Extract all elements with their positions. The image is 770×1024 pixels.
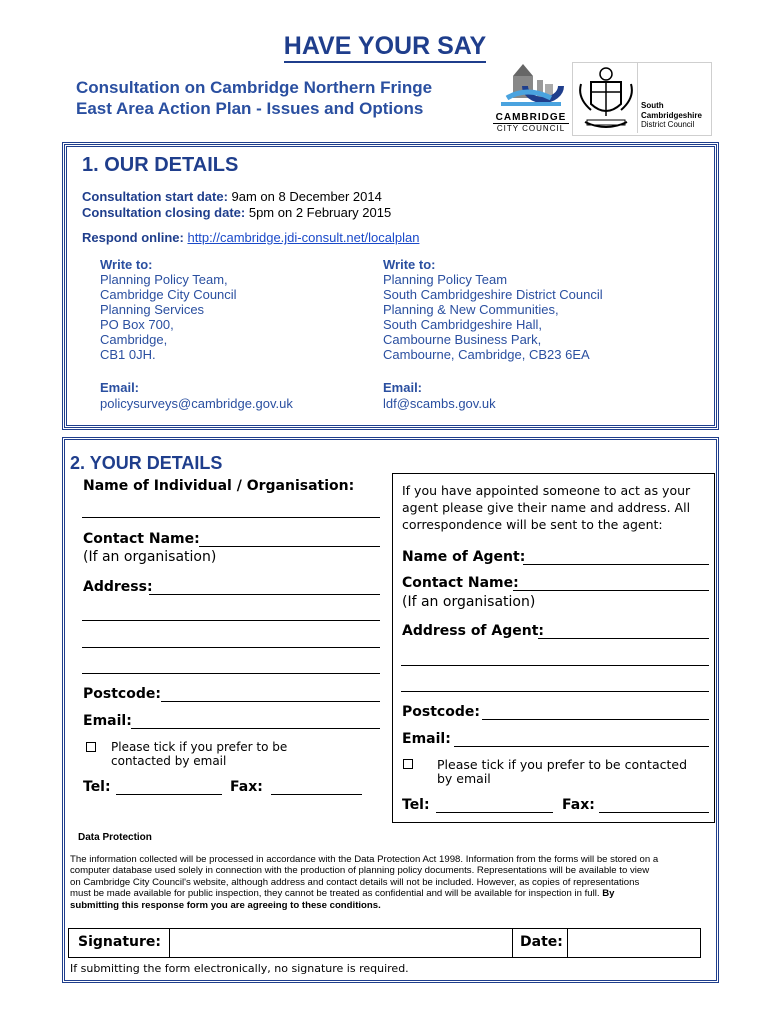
consultation-dates [82, 189, 391, 221]
closing-date-label: Consultation closing date: [82, 205, 246, 220]
agent-fax-label: Fax: [562, 797, 595, 813]
respond-online-label: Respond online: [82, 230, 184, 245]
agent-tel-label: Tel: [402, 797, 430, 813]
contact-name-hint: (If an organisation) [83, 549, 217, 565]
agent-address-label: Address of Agent: [402, 623, 545, 639]
agent-contact-hint: (If an organisation) [402, 594, 536, 610]
address-line: Planning Policy Team, [100, 272, 228, 287]
postcode-field[interactable] [161, 701, 380, 702]
address-line: Planning Services [100, 302, 205, 317]
fax-field[interactable] [271, 794, 362, 795]
your-details-heading: 2. YOUR DETAILS [70, 453, 223, 473]
tel-field[interactable] [116, 794, 222, 795]
email-label: Email: [383, 380, 423, 395]
fax-label: Fax: [230, 779, 263, 795]
south-cambs-email [383, 380, 496, 411]
respond-online [82, 230, 419, 245]
city-skyline-icon [493, 62, 569, 114]
contact-by-email-text: Please tick if you prefer to be contacted by email [111, 740, 288, 768]
signature-label: Signature: [78, 934, 161, 950]
south-cambs-address [383, 257, 603, 362]
tel-label: Tel: [83, 779, 111, 795]
date-field[interactable] [568, 929, 700, 957]
subtitle-line-1: Consultation on Cambridge Northern Fringe [76, 78, 433, 97]
agent-address-line-1[interactable] [538, 638, 709, 639]
agent-contact-by-email-text: Please tick if you prefer to be contacted by email [437, 757, 687, 786]
agent-contact-label: Contact Name: [402, 575, 519, 591]
individual-name-label: Name of Individual / Organisation: [83, 478, 355, 494]
start-date-value: 9am on 8 December 2014 [227, 189, 382, 204]
agent-address-line-3[interactable] [401, 691, 709, 692]
agent-intro: If you have appointed someone to act as your agent please give their name and address. All correspondence will be sent to the agent: [402, 483, 691, 532]
agent-postcode-label: Postcode: [402, 704, 480, 720]
agent-email-label: Email: [402, 731, 451, 747]
address-line: PO Box 700, [100, 317, 174, 332]
address-label: Address: [83, 579, 153, 595]
coat-of-arms-icon [575, 64, 637, 134]
agent-name-label: Name of Agent: [402, 549, 526, 565]
postcode-label: Postcode: [83, 686, 161, 702]
respond-online-link[interactable]: http://cambridge.jdi-consult.net/localplan [187, 230, 420, 245]
address-field-line-4[interactable] [82, 673, 380, 674]
cambridge-city-council-logo [493, 62, 569, 134]
logo-city-council-text: CITY COUNCIL [493, 123, 569, 133]
individual-name-field[interactable] [82, 517, 380, 518]
south-cambridgeshire-logo [572, 62, 712, 136]
agent-email-field[interactable] [454, 746, 709, 747]
signature-field[interactable] [170, 929, 513, 957]
agent-fax-field[interactable] [599, 812, 709, 813]
address-line: Cambridge City Council [100, 287, 237, 302]
subtitle-line-2: East Area Action Plan - Issues and Options [76, 99, 424, 118]
email-address: policysurveys@cambridge.gov.uk [100, 396, 293, 411]
closing-date-value: 5pm on 2 February 2015 [245, 205, 392, 220]
address-line: Cambourne, Cambridge, CB23 6EA [383, 347, 590, 362]
address-field-line-3[interactable] [82, 647, 380, 648]
write-to-label: Write to: [100, 257, 153, 272]
signature-table [68, 928, 701, 958]
email-label: Email: [83, 713, 132, 729]
date-label-cell [513, 929, 568, 957]
agent-tel-field[interactable] [436, 812, 553, 813]
contact-name-label: Contact Name: [83, 531, 200, 547]
contact-by-email-checkbox[interactable] [86, 742, 96, 752]
city-council-email [100, 380, 293, 411]
contact-name-field[interactable] [199, 546, 380, 547]
signature-label-cell [69, 929, 170, 957]
address-line: Cambourne Business Park, [383, 332, 542, 347]
logo-south-cambs-text: South Cambridgeshire District Council [641, 101, 702, 129]
address-line: South Cambridgeshire District Council [383, 287, 603, 302]
agent-contact-field[interactable] [513, 590, 709, 591]
agent-address-line-2[interactable] [401, 665, 709, 666]
address-field-line-1[interactable] [149, 594, 380, 595]
data-protection-title: Data Protection [78, 832, 152, 843]
date-label: Date: [520, 934, 563, 950]
email-field[interactable] [131, 728, 380, 729]
address-line: South Cambridgeshire Hall, [383, 317, 542, 332]
agent-contact-by-email-checkbox[interactable] [403, 759, 413, 769]
address-line: Cambridge, [100, 332, 168, 347]
address-line: CB1 0JH. [100, 347, 156, 362]
address-line: Planning & New Communities, [383, 302, 559, 317]
start-date-label: Consultation start date: [82, 189, 228, 204]
email-label: Email: [100, 380, 140, 395]
signature-note: If submitting the form electronically, no signature is required. [70, 962, 409, 975]
address-field-line-2[interactable] [82, 620, 380, 621]
agent-name-field[interactable] [523, 564, 709, 565]
write-to-label: Write to: [383, 257, 436, 272]
email-address: ldf@scambs.gov.uk [383, 396, 496, 411]
logo-cambridge-text: CAMBRIDGE [495, 112, 567, 123]
page-title: HAVE YOUR SAY [0, 32, 770, 61]
data-protection-text: The information collected will be processed in accordance with the Data Protection Act 1998. Information from the forms will be stored on a computer database used solely in connection with the production of planning policy documents. Representations will be available to view on Cambridge City Council's website, although address and contact details will not be included. However, as copies of representations must be made available for public inspection, they cannot be treated as confidential and will be available for inspection in full. By submitting this response form you are agreeing to these conditions. [70, 854, 659, 911]
address-line: Planning Policy Team [383, 272, 508, 287]
agent-postcode-field[interactable] [482, 719, 709, 720]
city-council-address [100, 257, 237, 362]
consultation-subtitle [76, 77, 432, 119]
our-details-heading: 1. OUR DETAILS [82, 154, 239, 176]
